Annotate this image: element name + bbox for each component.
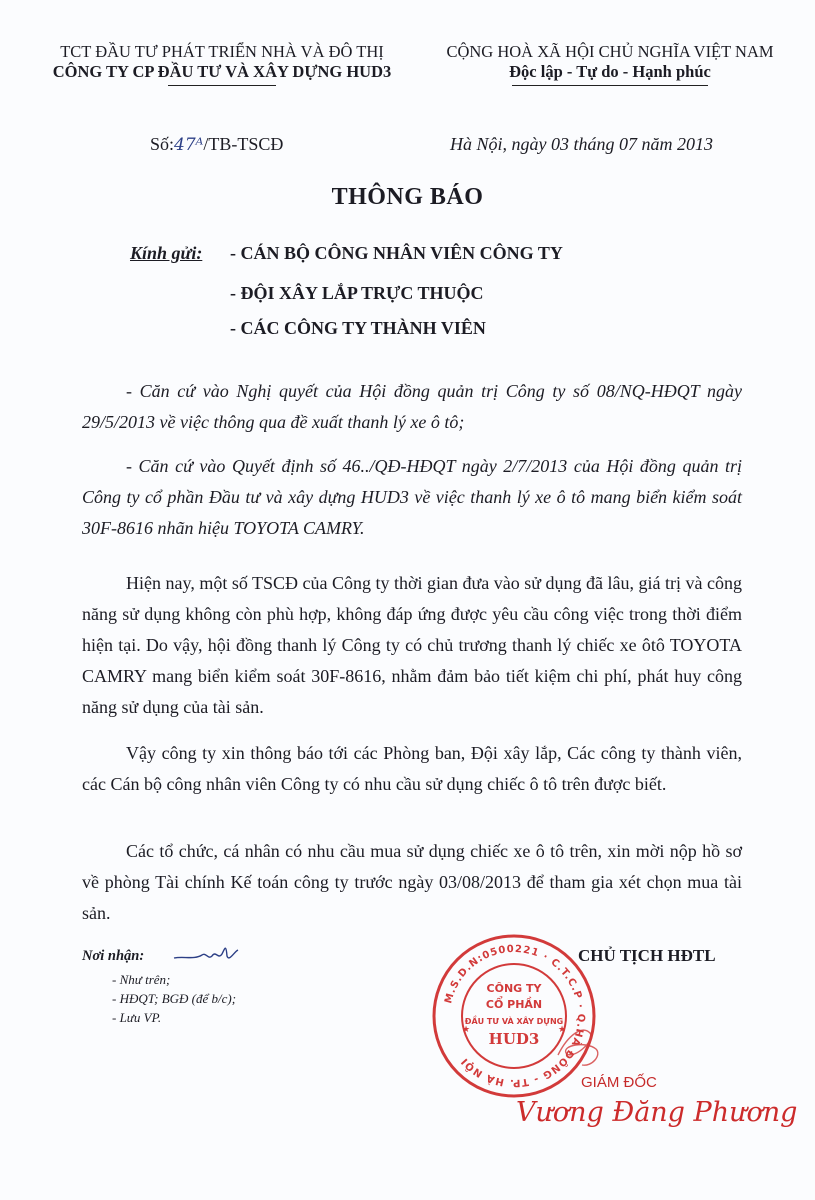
recipient-item: - ĐỘI XÂY LẮP TRỰC THUỘC	[230, 283, 484, 303]
country-name: CỘNG HOÀ XÃ HỘI CHỦ NGHĨA VIỆT NAM	[446, 42, 774, 61]
motto-underline	[512, 85, 708, 86]
parent-company: TCT ĐẦU TƯ PHÁT TRIỂN NHÀ VÀ ĐÔ THỊ	[60, 42, 384, 61]
document-number	[150, 134, 283, 155]
svg-text:★: ★	[461, 1025, 471, 1035]
national-motto-block	[410, 42, 810, 86]
issuer-block	[42, 42, 402, 86]
svg-text:ĐẦU TƯ VÀ XÂY DỰNG: ĐẦU TƯ VÀ XÂY DỰNG	[464, 1017, 564, 1026]
issuer-underline	[168, 85, 276, 86]
recipient-item: - CÁC CÔNG TY THÀNH VIÊN	[230, 318, 486, 338]
handwritten-number: 47ᴬ	[174, 135, 204, 155]
basis-decision: - Căn cứ vào Quyết định số 46../QĐ-HĐQT ngày 2/7/2013 của Hội đồng quản trị Công ty cổ phần Đầu tư và xây dựng HUD3 về việc thanh lý xe ô tô mang biển kiểm soát 30F-8616 nhãn hiệu TOYOTA CAMRY.	[82, 456, 742, 538]
svg-text:HUD3: HUD3	[488, 1030, 540, 1048]
motto: Độc lập - Tự do - Hạnh phúc	[509, 62, 711, 81]
recipient-item: - CÁN BỘ CÔNG NHÂN VIÊN CÔNG TY	[230, 243, 563, 263]
basis-resolution: - Căn cứ vào Nghị quyết của Hội đồng quản trị Công ty số 08/NQ-HĐQT ngày 29/5/2013 về việc thông qua đề xuất thanh lý xe ô tô;	[82, 381, 742, 432]
body-paragraph: Các tổ chức, cá nhân có nhu cầu mua sử dụng chiếc xe ô tô trên, xin mời nộp hồ sơ về phòng Tài chính Kế toán công ty trước ngày 03/08/2013 để tham gia xét chọn mua tài sản.	[82, 841, 742, 923]
svg-text:CỔ PHẦN: CỔ PHẦN	[485, 998, 543, 1011]
signature-scribble	[552, 1015, 612, 1075]
svg-text:M.S.D.N:0500221 · C.T.C.P · Q.: M.S.D.N:0500221 · C.T.C.P · Q.HÀ ĐÔNG - TP. HÀ NỘI	[443, 943, 587, 1089]
number-suffix: /TB-TSCĐ	[203, 134, 284, 154]
company-name: CÔNG TY CP ĐẦU TƯ VÀ XÂY DỰNG HUD3	[52, 62, 392, 81]
distribution-item: - HĐQT; BGĐ (để b/c);	[112, 991, 237, 1006]
recipients-label: Kính gửi:	[130, 243, 203, 263]
body-paragraph: Vậy công ty xin thông báo tới các Phòng ban, Đội xây lắp, Các công ty thành viên, các Cán bộ công nhân viên Công ty có nhu cầu sử dụng chiếc ô tô trên được biết.	[82, 743, 742, 794]
distribution-item: - Lưu VP.	[112, 1010, 162, 1025]
body-paragraph: Hiện nay, một số TSCĐ của Công ty thời gian đưa vào sử dụng đã lâu, giá trị và công năng sử dụng không còn phù hợp, không đáp ứng được yêu cầu công việc trong thời điểm hiện tại. Do vậy, hội đồng thanh lý Công ty có chủ trương thanh lý chiếc xe ôtô TOYOTA CAMRY mang biển kiểm soát 30F-8616, nhằm đảm bảo tiết kiệm chi phí, phát huy công năng sử dụng của tài sản.	[82, 573, 742, 717]
signer-name: Vương Đăng Phương	[516, 1097, 798, 1128]
svg-text:★: ★	[557, 1025, 567, 1035]
signer-position: GIÁM ĐỐC	[581, 1074, 657, 1091]
document-date: Hà Nội, ngày 03 tháng 07 năm 2013	[450, 134, 713, 154]
svg-text:CÔNG TY: CÔNG TY	[486, 982, 542, 995]
distribution-label: Nơi nhận:	[82, 948, 145, 964]
number-prefix: Số:	[150, 134, 175, 154]
distribution-item: - Như trên;	[112, 972, 171, 987]
signer-title: CHỦ TỊCH HĐTL	[578, 946, 716, 965]
initials-scribble	[172, 940, 242, 966]
document-title: THÔNG BÁO	[331, 184, 484, 210]
